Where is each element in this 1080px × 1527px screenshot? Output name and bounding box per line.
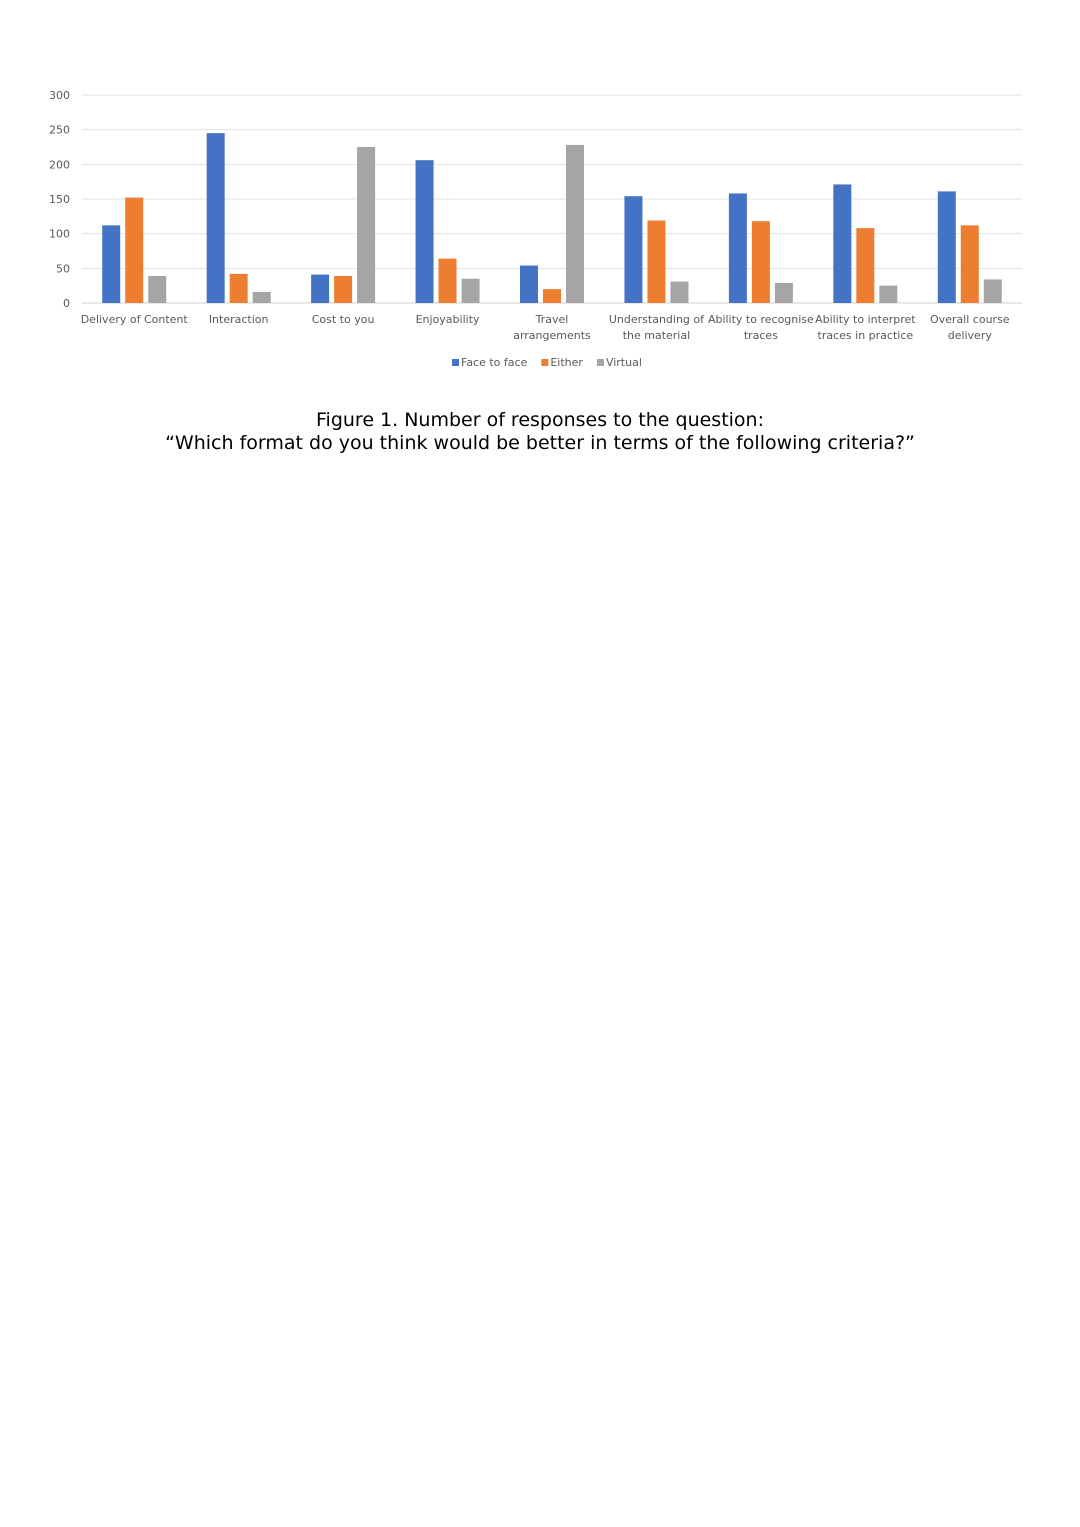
x-category-label: Ability to recognise: [707, 313, 814, 326]
figure-caption-line-1: Figure 1. Number of responses to the question:: [316, 409, 764, 431]
x-category-label: Ability to interpret: [815, 313, 916, 326]
bars: [102, 133, 1002, 303]
y-tick-label: 250: [49, 123, 70, 137]
x-category-label: traces: [743, 329, 778, 342]
x-category-label: delivery: [947, 329, 992, 342]
y-tick-label: 150: [49, 193, 70, 206]
y-tick-label: 50: [56, 262, 70, 276]
bar-virtual: [462, 279, 480, 303]
bar-either: [961, 225, 979, 303]
legend-label: Either: [550, 356, 583, 369]
x-category-label: Understanding of: [608, 313, 705, 326]
bar-chart: [0, 0, 1080, 400]
bar-either: [439, 259, 457, 303]
bar-virtual: [775, 283, 793, 303]
bar-virtual: [148, 276, 166, 303]
bar-virtual: [984, 279, 1002, 303]
bar-virtual: [670, 282, 688, 303]
bar-either: [125, 198, 143, 303]
bar-either: [647, 220, 665, 303]
y-axis-ticks: [49, 89, 70, 310]
bar-either: [752, 221, 770, 303]
bar-face-to-face: [520, 266, 538, 303]
x-category-label: Interaction: [208, 313, 269, 326]
bar-face-to-face: [938, 191, 956, 303]
bar-face-to-face: [102, 225, 120, 303]
bar-either: [543, 289, 561, 303]
legend-swatch: [541, 359, 548, 366]
bar-face-to-face: [207, 133, 225, 303]
bar-either: [334, 276, 352, 303]
bar-face-to-face: [624, 196, 642, 303]
y-tick-label: 300: [49, 89, 70, 102]
bar-face-to-face: [311, 275, 329, 303]
bar-virtual: [357, 147, 375, 303]
x-category-label: Delivery of Content: [80, 313, 188, 326]
x-category-label: Overall course: [929, 313, 1010, 326]
x-category-label: the material: [622, 329, 691, 342]
legend-swatch: [452, 359, 459, 366]
bar-face-to-face: [416, 160, 434, 303]
x-axis-category-labels: [81, 313, 1010, 342]
x-category-label: arrangements: [513, 329, 591, 342]
y-tick-label: 0: [63, 297, 70, 310]
legend-label: Face to face: [461, 356, 528, 369]
x-category-label: Travel: [535, 313, 569, 326]
bar-either: [230, 274, 248, 303]
x-category-label: Enjoyability: [415, 313, 480, 326]
x-category-label: traces in practice: [817, 329, 914, 342]
legend-label: Virtual: [605, 356, 642, 369]
x-category-label: Cost to you: [311, 313, 375, 326]
bar-either: [856, 228, 874, 303]
legend-swatch: [597, 359, 604, 366]
legend: [452, 356, 642, 369]
figure-caption-line-2: “Which format do you think would be better in terms of the following criteria?”: [165, 432, 915, 454]
bar-face-to-face: [729, 193, 747, 303]
bar-virtual: [566, 145, 584, 303]
bar-virtual: [253, 292, 271, 303]
bar-face-to-face: [833, 184, 851, 303]
y-tick-label: 200: [49, 158, 70, 172]
bar-virtual: [879, 286, 897, 303]
y-tick-label: 100: [49, 227, 70, 241]
